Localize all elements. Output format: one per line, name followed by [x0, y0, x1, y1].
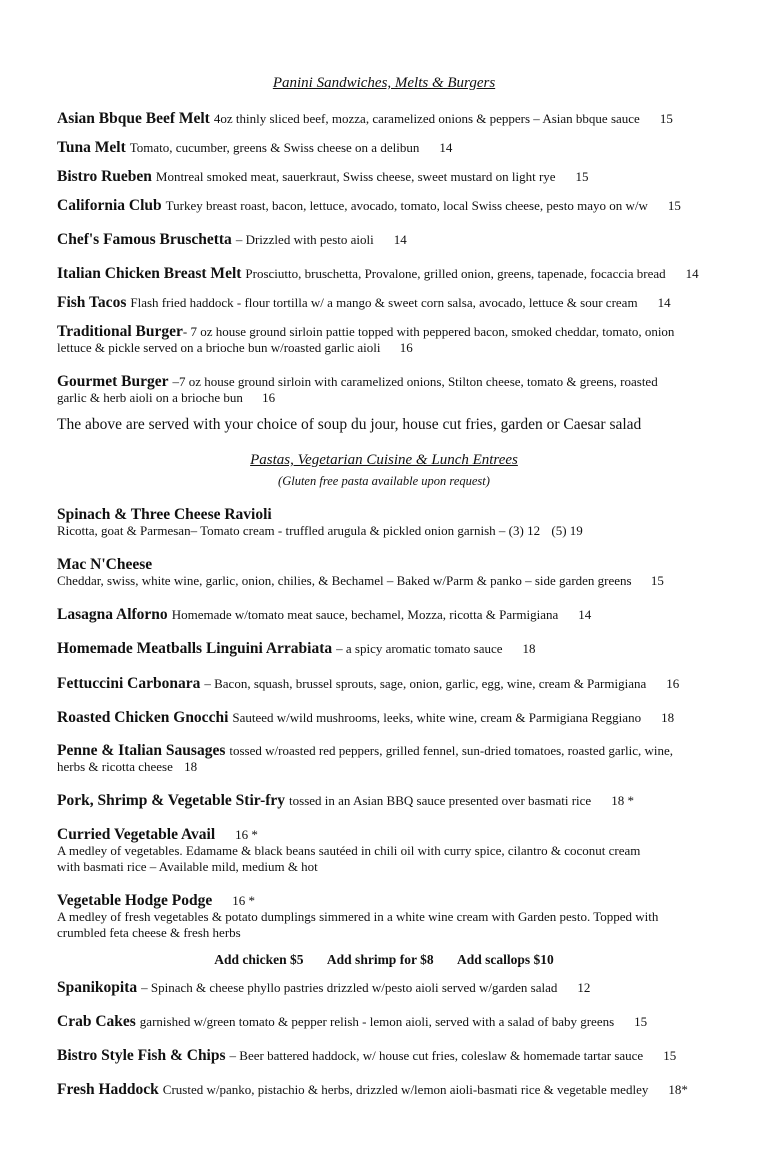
- item-desc: Tomato, cucumber, greens & Swiss cheese on a delibun: [129, 140, 420, 155]
- item-name: Tuna Melt: [57, 139, 126, 156]
- item-desc: A medley of fresh vegetables & potato dumplings simmered in a white wine cream with Garden pesto. Topped with: [57, 909, 659, 924]
- item-desc: Homemade w/tomato meat sauce, bechamel, Mozza, ricotta & Parmigiana: [171, 607, 559, 622]
- item-name: Spanikopita: [57, 979, 138, 996]
- item-desc: Montreal smoked meat, sauerkraut, Swiss cheese, sweet mustard on light rye: [155, 169, 556, 184]
- served-with-note: The above are served with your choice of soup du jour, house cut fries, garden or Caesar salad: [57, 416, 642, 433]
- item-desc: tossed in an Asian BBQ sauce presented over basmati rice: [289, 793, 592, 808]
- item-price: 16: [399, 340, 413, 355]
- item-price: 18: [522, 641, 536, 656]
- item-price: 16 *: [235, 827, 258, 842]
- item-price: 15: [650, 573, 664, 588]
- item-desc: Flash fried haddock - flour tortilla w/ a mango & sweet corn salsa, avocado, lettuce & sour cream: [130, 295, 638, 310]
- menu-item: [57, 893, 717, 941]
- item-desc-cont: lettuce & pickle served on a brioche bun w/roasted garlic aioli: [57, 340, 381, 355]
- item-price: 18: [661, 710, 675, 725]
- gluten-free-note: (Gluten free pasta available upon request): [278, 474, 490, 488]
- item-price: 16 *: [232, 893, 256, 908]
- menu-item: [57, 140, 717, 156]
- item-desc: tossed w/roasted red peppers, grilled fennel, sun-dried tomatoes, roasted garlic, wine,: [229, 743, 674, 758]
- menu-item: [57, 641, 717, 657]
- item-name: California Club: [57, 197, 162, 214]
- item-name: Crab Cakes: [57, 1013, 136, 1030]
- item-desc-cont: herbs & ricotta cheese: [57, 759, 173, 774]
- addons-line: [0, 952, 768, 968]
- menu-item: [57, 607, 717, 623]
- item-name: Fish Tacos: [57, 294, 127, 311]
- addon-shrimp: Add shrimp for $8: [326, 952, 434, 967]
- item-name: Spinach & Three Cheese Ravioli: [57, 506, 272, 523]
- item-desc: Crusted w/panko, pistachio & herbs, drizzled w/lemon aioli-basmati rice & vegetable medley: [162, 1082, 649, 1097]
- item-desc: Turkey breast roast, bacon, lettuce, avocado, tomato, local Swiss cheese, pesto mayo on w/w: [165, 198, 648, 213]
- item-desc: Sauteed w/wild mushrooms, leeks, white wine, cream & Parmigiana Reggiano: [232, 710, 642, 725]
- item-name: Asian Bbque Beef Melt: [57, 110, 210, 127]
- item-price: 14: [685, 266, 699, 281]
- item-desc: A medley of vegetables. Edamame & black beans sautéed in chili oil with curry spice, cilantro & coconut cream: [57, 843, 641, 858]
- menu-item: [57, 1048, 717, 1064]
- menu-item: [57, 710, 717, 726]
- item-name: Fresh Haddock: [57, 1081, 159, 1098]
- menu-item: [57, 266, 717, 282]
- item-price: 15: [634, 1014, 648, 1029]
- item-desc: Prosciutto, bruschetta, Provalone, grilled onion, greens, tapenade, focaccia bread: [245, 266, 666, 281]
- item-desc: - 7 oz house ground sirloin pattie topped with peppered bacon, smoked cheddar, tomato, onion: [182, 324, 675, 339]
- menu-item: [57, 793, 717, 809]
- item-desc: 4oz thinly sliced beef, mozza, caramelized onions & peppers – Asian bbque sauce: [213, 111, 640, 126]
- item-desc-cont: garlic & herb aioli on a brioche bun: [57, 390, 243, 405]
- item-name: Bistro Rueben: [57, 168, 152, 185]
- menu-item: [57, 1082, 717, 1098]
- menu-item: [57, 324, 717, 356]
- item-name: Traditional Burger: [57, 323, 183, 340]
- item-name: Homemade Meatballs Linguini Arrabiata: [57, 640, 333, 657]
- item-price: 14: [578, 607, 592, 622]
- panini-section-title: Panini Sandwiches, Melts & Burgers: [272, 75, 496, 91]
- item-price: 15: [575, 169, 589, 184]
- item-desc: – Drizzled with pesto aioli: [235, 232, 374, 247]
- item-price: 14: [393, 232, 407, 247]
- menu-item: [57, 232, 717, 248]
- item-name: Penne & Italian Sausages: [57, 742, 226, 759]
- item-price: (5) 19: [551, 523, 583, 538]
- menu-item: [57, 743, 717, 775]
- item-name: Mac N'Cheese: [57, 556, 153, 573]
- menu-item: [57, 557, 717, 589]
- item-name: Curried Vegetable Avail: [57, 826, 216, 843]
- menu-item: [57, 980, 717, 996]
- item-name: Pork, Shrimp & Vegetable Stir-fry: [57, 792, 286, 809]
- menu-item: [57, 198, 717, 214]
- item-desc: Cheddar, swiss, white wine, garlic, onion, chilies, & Bechamel – Baked w/Parm & panko – side garden greens: [57, 573, 632, 588]
- item-price: 18 *: [611, 793, 634, 808]
- menu-item: [57, 676, 717, 692]
- item-price: 14: [657, 295, 671, 310]
- item-desc: garnished w/green tomato & pepper relish - lemon aioli, served with a salad of baby greens: [139, 1014, 615, 1029]
- item-price: 18*: [668, 1082, 688, 1097]
- item-price: 14: [439, 140, 453, 155]
- item-name: Lasagna Alforno: [57, 606, 168, 623]
- item-name: Roasted Chicken Gnocchi: [57, 709, 229, 726]
- item-price: 16: [666, 676, 680, 691]
- item-price: 16: [262, 390, 276, 405]
- menu-item: [57, 374, 717, 406]
- menu-item: [57, 507, 717, 539]
- item-price: 18: [184, 759, 198, 774]
- item-desc: – a spicy aromatic tomato sauce: [336, 641, 503, 656]
- item-price: 12: [577, 980, 591, 995]
- item-name: Gourmet Burger: [57, 373, 169, 390]
- item-desc-cont: with basmati rice – Available mild, medium & hot: [57, 859, 318, 874]
- pastas-section-title: Pastas, Vegetarian Cuisine & Lunch Entrees: [250, 452, 518, 468]
- menu-item: [57, 169, 717, 185]
- item-desc: – Spinach & cheese phyllo pastries drizzled w/pesto aioli served w/garden salad: [141, 980, 558, 995]
- item-price: 15: [663, 1048, 677, 1063]
- item-desc: – Bacon, squash, brussel sprouts, sage, onion, garlic, egg, wine, cream & Parmigiana: [204, 676, 647, 691]
- item-name: Fettuccini Carbonara: [57, 675, 201, 692]
- item-price: 15: [667, 198, 681, 213]
- menu-item: [57, 111, 717, 127]
- item-price: 15: [659, 111, 673, 126]
- item-name: Chef's Famous Bruschetta: [57, 231, 232, 248]
- item-desc: Ricotta, goat & Parmesan– Tomato cream - truffled arugula & pickled onion garnish – (3) 12: [57, 523, 541, 538]
- item-name: Italian Chicken Breast Melt: [57, 265, 242, 282]
- menu-item: [57, 295, 717, 311]
- menu-item: [57, 1014, 717, 1030]
- item-name: Vegetable Hodge Podge: [57, 892, 213, 909]
- item-name: Bistro Style Fish & Chips: [57, 1047, 226, 1064]
- item-desc: –7 oz house ground sirloin with caramelized onions, Stilton cheese, tomato & greens, roasted: [172, 374, 658, 389]
- addon-chicken: Add chicken $5: [214, 952, 304, 967]
- item-desc: – Beer battered haddock, w/ house cut fries, coleslaw & homemade tartar sauce: [229, 1048, 644, 1063]
- addon-scallops: Add scallops $10: [456, 952, 554, 967]
- item-desc-cont: crumbled feta cheese & fresh herbs: [57, 925, 241, 940]
- menu-item: [57, 827, 717, 875]
